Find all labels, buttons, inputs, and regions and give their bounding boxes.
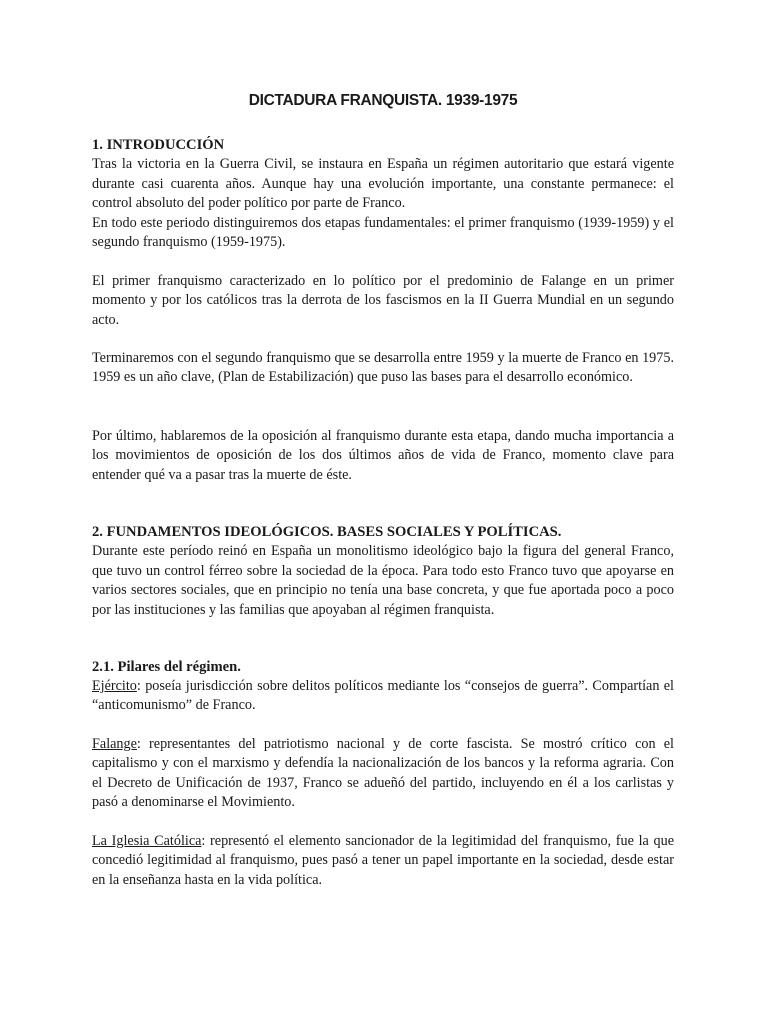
pilar-ejercito (92, 677, 674, 716)
pilar-text: : poseía jurisdicción sobre delitos políticos mediante los “consejos de guerra”. Compartían el “anticomunismo” de Franco. (92, 678, 674, 714)
subsection-heading: 2.1. Pilares del régimen. (92, 659, 241, 675)
paragraph: Tras la victoria en la Guerra Civil, se instaura en España un régimen autoritario que estará vigente durante casi cuarenta años. Aunque hay una evolución importante, una constante permanece: el control absoluto del poder político por parte de Franco. (92, 156, 674, 212)
section-heading: 1. INTRODUCCIÓN (92, 137, 225, 153)
pilar-label: Ejército (92, 678, 137, 694)
section-introduccion-p4 (92, 349, 674, 388)
section-heading: 2. FUNDAMENTOS IDEOLÓGICOS. BASES SOCIALES Y POLÍTICAS. (92, 524, 562, 540)
paragraph (92, 832, 674, 890)
section-fundamentos (92, 523, 674, 620)
pilar-falange (92, 735, 674, 813)
paragraph (92, 735, 674, 813)
document-title: DICTADURA FRANQUISTA. 1939-1975 (248, 92, 518, 109)
paragraph (92, 677, 674, 716)
pilar-label: La Iglesia Católica (92, 833, 202, 849)
paragraph: Terminaremos con el segundo franquismo que se desarrolla entre 1959 y la muerte de Franco en 1975. 1959 es un año clave, (Plan de Estabilización) que puso las bases para el desarrollo económico. (92, 350, 674, 386)
section-introduccion (92, 136, 674, 252)
section-introduccion-p3 (92, 272, 674, 330)
paragraph: Durante este período reinó en España un monolitismo ideológico bajo la figura del general Franco, que tuvo un control férreo sobre la sociedad de la época. Para todo esto Franco tuvo que apoyarse en varios sectores sociales, que en principio no tenía una base concreta, y que fue aportada poco a poco por las instituciones y las familias que apoyaban al régimen franquista. (92, 543, 674, 618)
pilar-text: : representantes del patriotismo nacional y de corte fascista. Se mostró crítico con el capitalismo y con el marxismo y defendía la nacionalización de los bancos y la reforma agraria. Con el Decreto de Unificación de 1937, Franco se adueñó del partido, incluyendo en él a los carlistas y pasó a denominarse el Movimiento. (92, 736, 674, 811)
paragraph: En todo este periodo distinguiremos dos etapas fundamentales: el primer franquismo (1939-1959) y el segundo franquismo (1959-1975). (92, 214, 674, 251)
section-introduccion-p5 (92, 427, 674, 485)
pilar-label: Falange (92, 736, 137, 752)
subsection-pilares (92, 658, 674, 677)
pilar-text: : representó el elemento sancionador de la legitimidad del franquismo, fue la que concedió legitimidad al franquismo, pues pasó a tener un papel importante en la sociedad, desde estar en la enseñanza hasta en la vida política. (92, 833, 674, 888)
paragraph: Por último, hablaremos de la oposición al franquismo durante esta etapa, dando mucha importancia a los movimientos de oposición de los dos últimos años de vida de Franco, momento clave para entender qué va a pasar tras la muerte de éste. (92, 428, 674, 483)
pilar-iglesia (92, 832, 674, 890)
paragraph: El primer franquismo caracterizado en lo político por el predominio de Falange en un primer momento y por los católicos tras la derrota de los fascismos en la II Guerra Mundial en un segundo acto. (92, 273, 674, 328)
